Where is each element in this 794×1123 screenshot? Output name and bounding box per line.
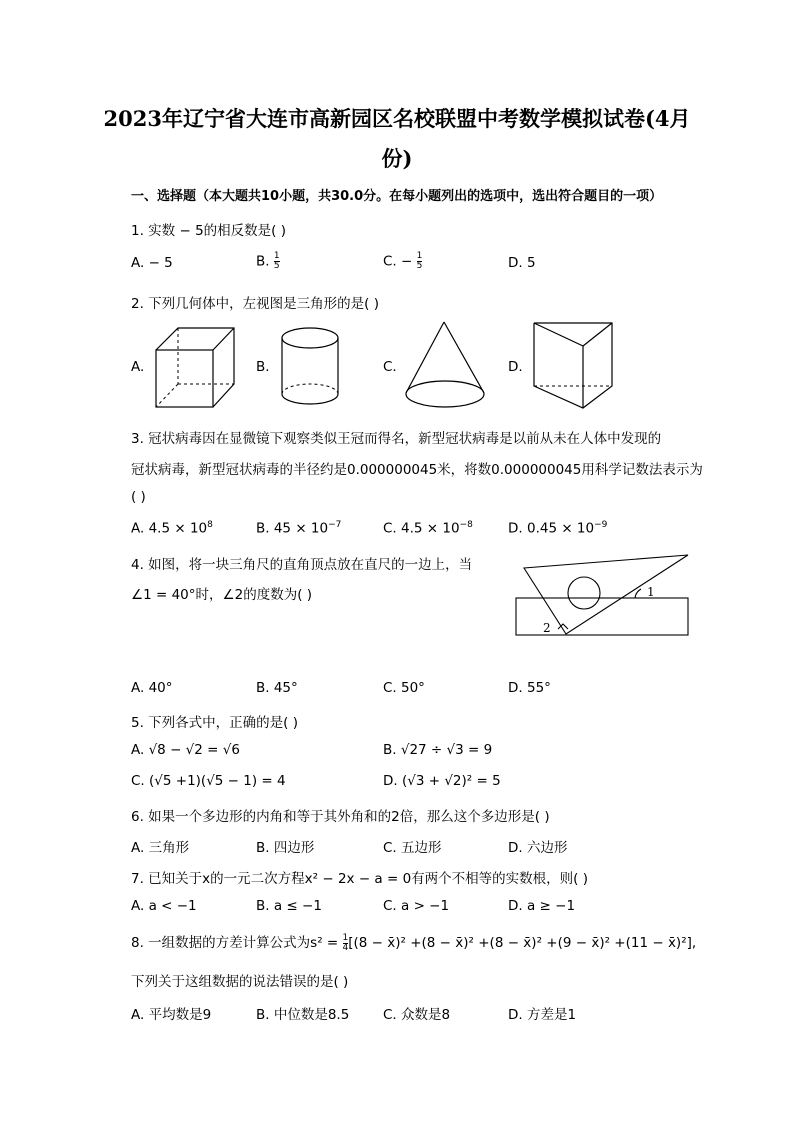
q5-option-c: C. (√5 +1)(√5 − 1) = 4 [131, 773, 286, 789]
q5-option-d: D. (√3 + √2)² = 5 [383, 773, 501, 789]
q4-option-a: A. 40° [131, 680, 173, 696]
q1-stem: 1. 实数 − 5的相反数是( ) [131, 223, 286, 239]
q2-stem: 2. 下列几何体中，左视图是三角形的是( ) [131, 296, 379, 312]
q8-option-b: B. 中位数是8.5 [256, 1007, 350, 1023]
q6-option-b: B. 四边形 [256, 840, 315, 856]
q3-stem-line3: ( ) [131, 489, 146, 505]
q1-option-a: A. − 5 [131, 255, 173, 271]
q2-option-d: D. [508, 359, 523, 375]
q3-option-a: A. $4.5 \times 10^8$ [131, 520, 213, 537]
q5-option-b: B. √27 ÷ √3 = 9 [383, 742, 493, 758]
q8-stem-line2: 下列关于这组数据的说法错误的是( ) [131, 974, 349, 990]
section-heading: 一、选择题（本大题共10小题，共30.0分。在每小题列出的选项中，选出符合题目的一项） [131, 189, 663, 204]
cube-figure [150, 322, 240, 412]
q7-option-b: B. a ≤ −1 [256, 898, 322, 914]
q1-option-d: D. 5 [508, 255, 536, 271]
angle-2-label: 2 [543, 621, 551, 635]
q8-stem-line1: 8. 一组数据的方差计算公式为s² = $\frac{1}{4}$ [(8 − x̄)² +(8 − x̄)² +(8 − x̄)² +(9 − x̄)² +(11 − x̄)²], [131, 932, 697, 953]
q7-stem: 7. 已知关于x的一元二次方程x² − 2x − a = 0有两个不相等的实数根，则( ) [131, 871, 589, 887]
cone-figure [400, 318, 490, 412]
q3-stem-line2: 冠状病毒，新型冠状病毒的半径约是0.000000045米，将数0.000000045用科学记数法表示为 [131, 462, 703, 478]
q3-option-b: B. $45 \times 10^{-7}$ [256, 520, 342, 537]
q4-stem-line2: ∠1 = 40°时，∠2的度数为( ) [131, 587, 313, 603]
q2-option-c: C. [383, 359, 397, 375]
q6-option-a: A. 三角形 [131, 840, 190, 856]
q2-option-b: B. [256, 359, 270, 375]
q4-stem-line1: 4. 如图，将一块三角尺的直角顶点放在直尺的一边上，当 [131, 557, 473, 573]
q1-option-b: B. $\frac{1}{5}$ [256, 251, 280, 271]
q6-stem: 6. 如果一个多边形的内角和等于其外角和的2倍，那么这个多边形是( ) [131, 809, 550, 825]
q3-stem-line1: 3. 冠状病毒因在显微镜下观察类似王冠而得名，新型冠状病毒是以前从未在人体中发现的 [131, 431, 662, 447]
q3-option-d: D. $0.45 \times 10^{-9}$ [508, 520, 608, 537]
ruler-triangle-figure [510, 548, 695, 643]
q8-option-d: D. 方差是1 [508, 1007, 577, 1023]
triangular-prism-figure [528, 318, 618, 412]
q6-option-c: C. 五边形 [383, 840, 442, 856]
q1-option-c: C. − $\frac{1}{5}$ [383, 251, 423, 271]
q4-option-c: C. 50° [383, 680, 425, 696]
q5-stem: 5. 下列各式中，正确的是( ) [131, 715, 298, 731]
q3-option-c: C. $4.5 \times 10^{-8}$ [383, 520, 473, 537]
angle-1-label: 1 [647, 585, 655, 599]
q4-option-d: D. 55° [508, 680, 551, 696]
q7-option-c: C. a > −1 [383, 898, 450, 914]
q6-option-d: D. 六边形 [508, 840, 568, 856]
q8-option-a: A. 平均数是9 [131, 1007, 212, 1023]
q5-option-a: A. √8 − √2 = √6 [131, 742, 240, 758]
exam-title-line1: 2023年辽宁省大连市高新园区名校联盟中考数学模拟试卷(4月 [103, 106, 691, 131]
q2-option-a: A. [131, 359, 145, 375]
exam-title-line2: 份) [381, 146, 413, 171]
cylinder-figure [277, 322, 347, 412]
q7-option-d: D. a ≥ −1 [508, 898, 576, 914]
q4-option-b: B. 45° [256, 680, 298, 696]
q7-option-a: A. a < −1 [131, 898, 197, 914]
q8-option-c: C. 众数是8 [383, 1007, 451, 1023]
